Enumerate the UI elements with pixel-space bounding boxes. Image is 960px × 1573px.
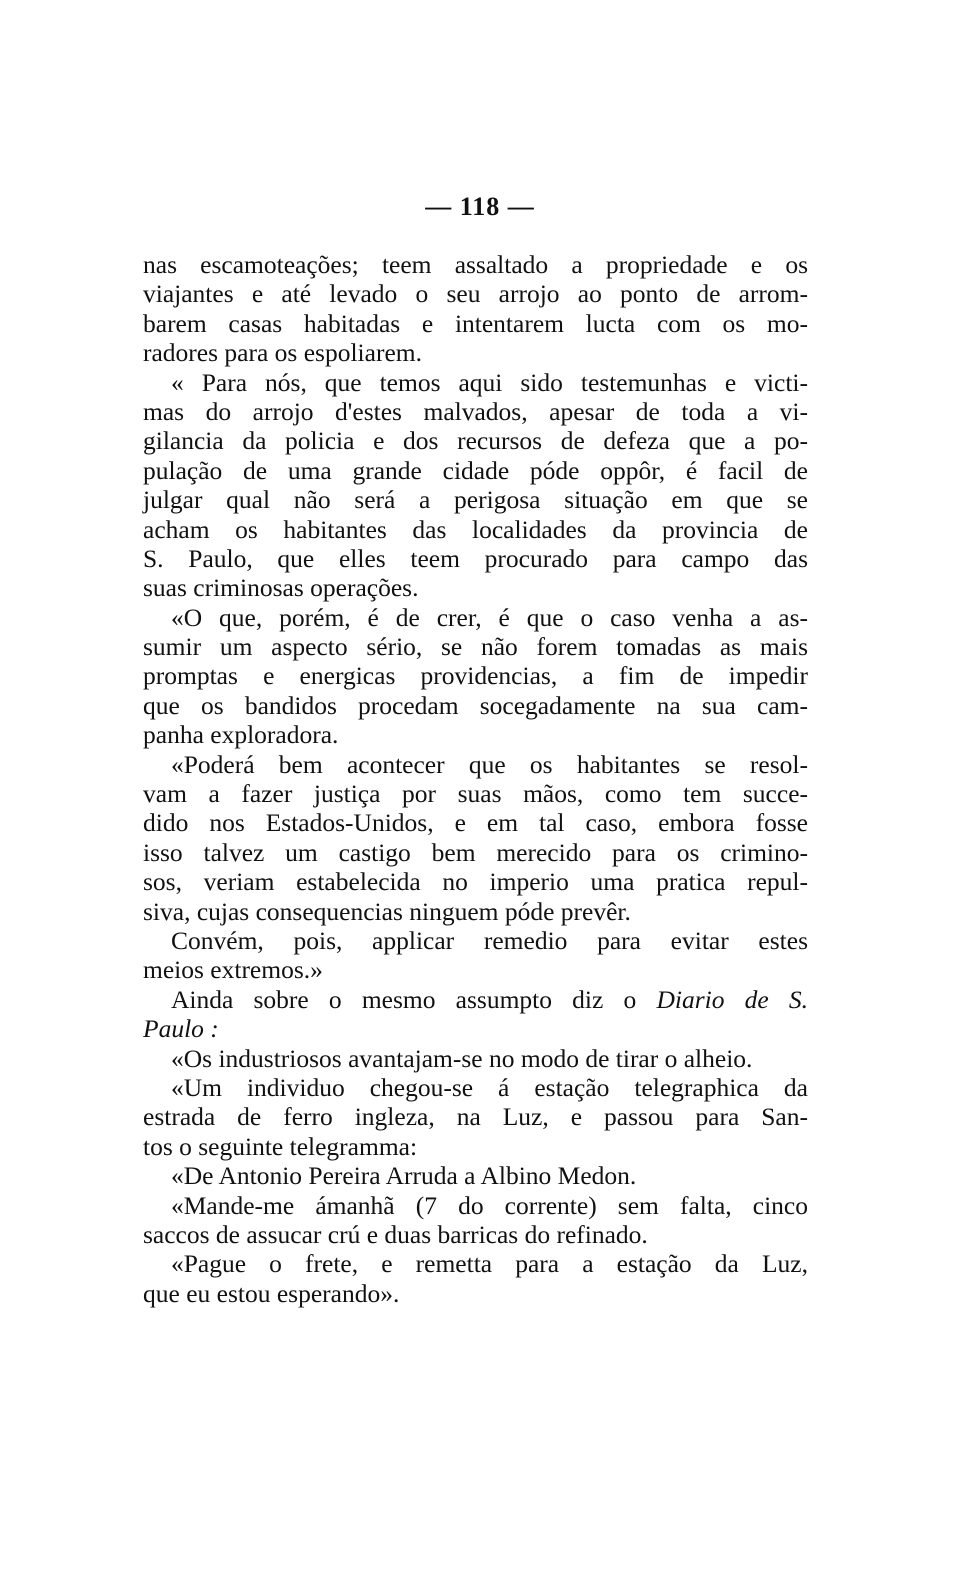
text-line: «Pague o frete, e remetta para a estação da Luz, [171,1249,808,1279]
italic-title: Paulo : [143,1014,219,1044]
paragraph [143,926,808,985]
paragraph [143,1044,808,1073]
text-line: «Os industriosos avantajam-se no modo de tirar o alheio. [171,1043,753,1073]
text-line: panha exploradora. [143,720,339,750]
paragraph [143,1249,808,1308]
text-line: pulação de uma grande cidade póde oppôr, é facil de [143,455,808,485]
text-line: meios extremos.» [143,955,323,985]
page-number: — 118 — [425,192,535,221]
text-line: gilancia da policia e dos recursos de defeza que a po- [143,426,808,456]
text-line: julgar qual não será a perigosa situação em que se [143,485,808,515]
text-line: estrada de ferro ingleza, na Luz, e passou para San- [143,1102,808,1132]
text-line [143,985,808,1014]
text-line: S. Paulo, que elles teem procurado para campo das [143,543,808,573]
text-line: sumir um aspecto sério, se não forem tomadas as mais [143,632,808,662]
text-line: promptas e energicas providencias, a fim de impedir [143,661,808,691]
text-line: que eu estou esperando». [143,1278,400,1308]
text-line: tos o seguinte telegramma: [143,1131,418,1161]
paragraph [143,368,808,603]
paragraph [143,750,808,926]
text-line: «O que, porém, é de crer, é que o caso venha a as- [171,602,808,632]
text-line: radores para os espoliarem. [143,338,422,368]
text-line: que os bandidos procedam socegadamente na sua cam- [143,690,808,720]
paragraph [143,985,808,1044]
paragraph [143,1073,808,1161]
paragraph [143,1161,808,1190]
text-line: dido nos Estados-Unidos, e em tal caso, embora fosse [143,808,808,838]
text-line: acham os habitantes das localidades da provincia de [143,514,808,544]
text-line: «Mande-me ámanhã (7 do corrente) sem falta, cinco [171,1190,808,1220]
text-line: vam a fazer justiça por suas mãos, como tem succe- [143,779,808,809]
text-line: isso talvez um castigo bem merecido para os crimino- [143,837,808,867]
text-line: «Um individuo chegou-se á estação telegraphica da [171,1072,808,1102]
text-line: suas criminosas operações. [143,573,419,603]
text-line: saccos de assucar crú e duas barricas do refinado. [143,1219,648,1249]
text-line [143,1014,808,1043]
paragraph [143,603,808,750]
text-line: mas do arrojo d'estes malvados, apesar de toda a vi- [143,396,808,426]
text-line: viajantes e até levado o seu arrojo ao ponto de arrom- [143,279,808,309]
text-line: «De Antonio Pereira Arruda a Albino Medon. [171,1161,637,1191]
paragraph [143,250,808,368]
italic-title: Diario de S. [656,984,809,1014]
text-line: «Poderá bem acontecer que os habitantes se resol- [171,749,808,779]
text-line: sos, veriam estabelecida no imperio uma pratica repul- [143,867,808,897]
text-line: Convém, pois, applicar remedio para evitar estes [171,925,808,955]
paragraph [143,1191,808,1250]
body-text [143,250,808,1308]
text-line: barem casas habitadas e intentarem lucta com os mo- [143,308,808,338]
text-segment: Ainda sobre o mesmo assumpto diz o [171,984,657,1014]
text-line: nas escamoteações; teem assaltado a propriedade e os [143,250,808,279]
text-line: siva, cujas consequencias ninguem póde prevêr. [143,896,631,926]
text-line: « Para nós, que temos aqui sido testemunhas e victi- [171,367,808,397]
